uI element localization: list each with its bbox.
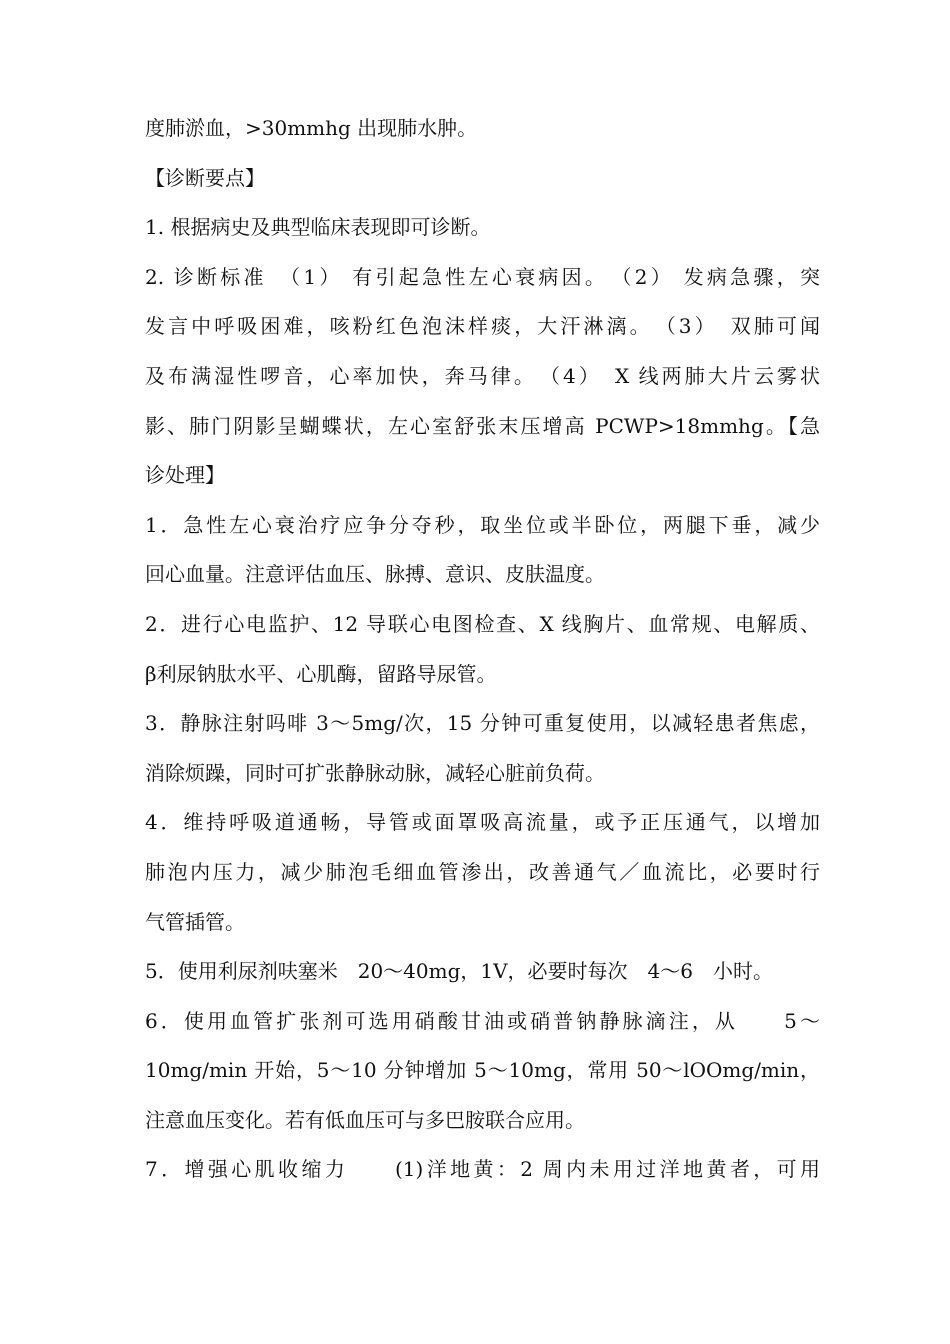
text-line: 2. 诊断标准 （1） 有引起急性左心衰病因。 （2） 发病急骤，突	[145, 264, 820, 289]
text-line: 6．使用血管扩张剂可选用硝酸甘油或硝普钠静脉滴注，从 5～	[145, 1008, 820, 1033]
text-line: 2．进行心电监护、12 导联心电图检查、X 线胸片、血常规、电解质、	[145, 611, 820, 636]
text-line: 回心血量。注意评估血压、脉搏、意识、皮肤温度。	[145, 562, 605, 587]
text-line: 1．急性左心衰治疗应争分夺秒，取坐位或半卧位，两腿下垂，减少	[145, 512, 820, 537]
text-line: 肺泡内压力，减少肺泡毛细血管渗出，改善通气／血流比，必要时行	[145, 859, 820, 884]
section-heading-treatment: 诊处理】	[145, 463, 225, 488]
text-line: 5．使用利尿剂呋塞米 20～40mg，1V，必要时每次 4～6 小时。	[145, 959, 774, 984]
text-line: 10mg/min 开始，5～10 分钟增加 5～10mg，常用 50～lOOmg/min，	[145, 1058, 820, 1083]
text-line: β利尿钠肽水平、心肌酶，留路导尿管。	[145, 661, 497, 686]
text-line: 3．静脉注射吗啡 3～5mg/次，15 分钟可重复使用，以减轻患者焦虑，	[145, 711, 820, 736]
text-line: 4．维持呼吸道通畅，导管或面罩吸高流量，或予正压通气，以增加	[145, 810, 820, 835]
text-line: 1. 根据病史及典型临床表现即可诊断。	[145, 215, 491, 240]
document-body	[145, 104, 820, 1195]
text-line: 消除烦躁，同时可扩张静脉动脉，减轻心脏前负荷。	[145, 760, 605, 785]
text-line: 度肺淤血，>30mmhg 出现肺水肿。	[145, 116, 478, 140]
text-line: 及布满湿性啰音，心率加快，奔马律。 （4） X 线两肺大片云雾状	[145, 363, 820, 388]
section-heading-diagnosis: 【诊断要点】	[145, 165, 265, 190]
text-line: 注意血压变化。若有低血压可与多巴胺联合应用。	[145, 1107, 585, 1132]
text-line: 气管插管。	[145, 909, 245, 934]
text-line: 发言中呼吸困难，咳粉红色泡沫样痰，大汗淋漓。 （3） 双肺可闻	[145, 314, 820, 339]
text-line: 影、肺门阴影呈蝴蝶状，左心室舒张末压增高 PCWP>18mmhg。【急	[145, 413, 820, 438]
text-line: 7．增强心肌收缩力 (1)洋地黄：2 周内未用过洋地黄者，可用	[145, 1157, 820, 1182]
